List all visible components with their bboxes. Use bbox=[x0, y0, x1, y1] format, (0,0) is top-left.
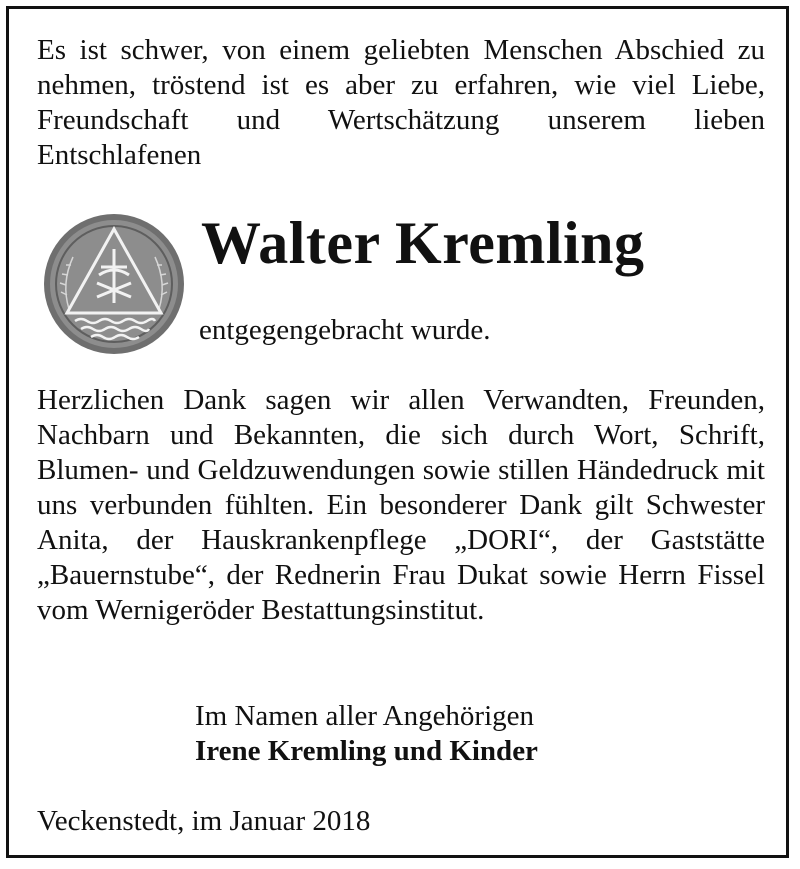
obituary-card bbox=[6, 6, 789, 858]
after-name-text: entgegengebracht wurde. bbox=[199, 314, 491, 346]
signature-names: Irene Kremling und Kinder bbox=[195, 735, 538, 767]
place-date: Veckenstedt, im Januar 2018 bbox=[37, 805, 371, 837]
signature-line: Im Namen aller Angehörigen bbox=[195, 700, 535, 732]
thanks-paragraph: Herzlichen Dank sagen wir allen Verwandten, Freunden, Nachbarn und Bekannten, die sich durch Wort, Schrift, Blumen- und Geldzuwendungen sowie stillen Händedruck mit uns verbunden fühlten. Ein besonderer Dank gilt Schwester Anita, der Hauskrankenpflege „DORI“, der Gaststätte „Bauernstube“, der Rednerin Frau Dukat sowie Herrn Fissel vom Wernigeröder Bestattungsinstitut. bbox=[37, 384, 765, 626]
intro-text: Es ist schwer, von einem geliebten Menschen Abschied zu nehmen, tröstend ist es aber zu erfahren, wie viel Liebe, Freundschaft und Wertschätzung unserem lieben Entschlafenen bbox=[37, 34, 765, 171]
deceased-name: Walter Kremling bbox=[201, 210, 645, 276]
miners-emblem-icon bbox=[43, 213, 185, 355]
